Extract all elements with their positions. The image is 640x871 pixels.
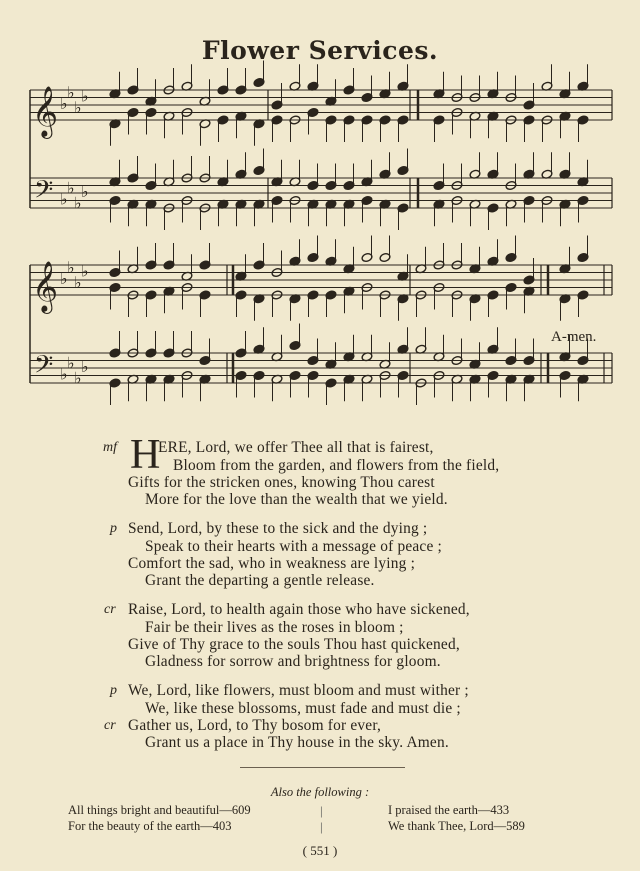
verse-4-line-3: Gather us, Lord, to Thy bosom for ever, [128,717,382,734]
flat-icon: ♭ [81,357,89,376]
flat-icon: ♭ [81,86,89,106]
verse-2-line-1: Send, Lord, by these to the sick and the dying ; [128,520,428,537]
treble-clef-icon: 𝄞 [32,86,59,137]
verse-3-line-2: Fair be their lives as the roses in bloom ; [145,619,404,636]
drop-cap: H [130,432,161,478]
bass-clef-icon: 𝄢 [34,350,54,386]
flat-icon: ♭ [67,257,75,277]
page-number: ( 551 ) [302,843,338,858]
amen-lyric: A-men. [551,329,597,345]
dynamic-marking: cr [104,602,116,617]
dynamic-marking: cr [104,718,116,733]
verse-2-line-4: Grant the departing a gentle release. [145,572,375,589]
page-title: Flower Services. [201,36,439,65]
flat-icon: ♭ [67,82,75,102]
flat-icon: ♭ [60,94,68,113]
flat-icon: ♭ [67,178,75,198]
flat-icon: ♭ [81,261,89,281]
verse-2-line-2: Speak to their hearts with a message of peace ; [145,538,443,555]
music-score [0,0,640,420]
also-ref-left-2: For the beauty of the earth—403 [68,819,232,833]
verse-3-line-3: Give of Thy grace to the souls Thou hast quickened, [128,636,460,653]
also-ref-right-1: I praised the earth—433 [388,803,510,817]
flat-icon: ♭ [74,272,82,292]
verse-3-line-4: Gladness for sorrow and brightness for gloom. [145,653,441,670]
verse-1-line-2: Bloom from the garden, and flowers from the field, [173,457,500,474]
verse-1-line-3: Gifts for the stricken ones, knowing Thou carest [128,474,435,491]
bass-clef-icon: 𝄢 [34,175,54,211]
flat-icon: ♭ [74,97,82,117]
flat-icon: ♭ [60,269,68,288]
also-heading: Also the following : [270,785,370,799]
divider-rule [240,767,405,768]
verse-1-line-4: More for the love than the wealth that we yield. [145,491,448,508]
dynamic-marking: mf [103,440,117,455]
also-ref-left-1: All things bright and beautiful—609 [68,803,251,817]
flat-icon: ♭ [74,193,82,213]
flat-icon: ♭ [60,364,68,384]
verse-4-line-4: Grant us a place in Thy house in the sky. Amen. [145,734,449,751]
flat-icon: ♭ [74,368,82,388]
column-separator: | [320,819,323,834]
dynamic-marking: p [110,521,117,536]
also-ref-right-2: We thank Thee, Lord—589 [388,819,525,833]
dynamic-marking: p [110,683,117,698]
flat-icon: ♭ [67,353,75,373]
treble-clef-icon: 𝄞 [32,261,59,312]
verse-4-line-2: We, like these blossoms, must fade and must die ; [145,700,461,717]
verse-3-line-1: Raise, Lord, to health again those who have sickened, [128,601,470,618]
column-separator: | [320,803,323,818]
flat-icon: ♭ [60,189,68,209]
verse-4-line-1: We, Lord, like flowers, must bloom and must wither ; [128,682,469,699]
verse-1-line-1: ERE, Lord, we offer Thee all that is fairest, [158,439,434,456]
verse-2-line-3: Comfort the sad, who in weakness are lying ; [128,555,416,572]
flat-icon: ♭ [81,182,89,201]
